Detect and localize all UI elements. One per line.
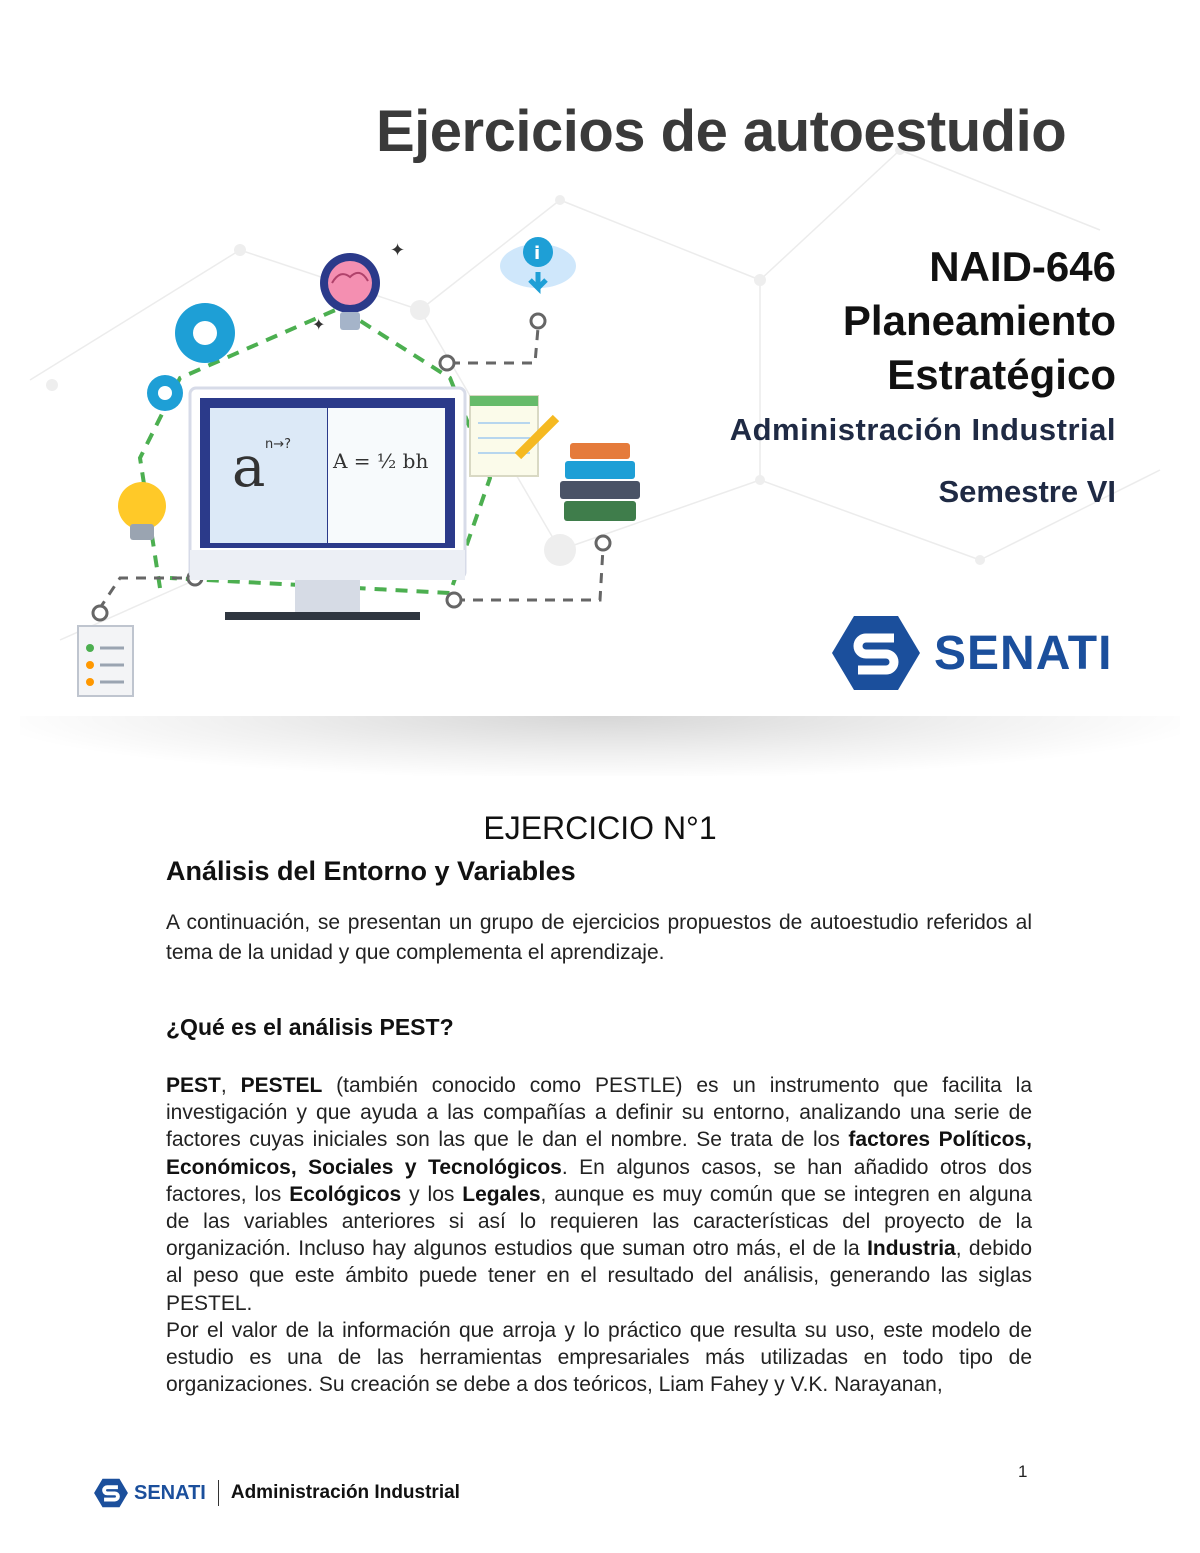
- formula-exponent-power: n→?: [265, 437, 292, 452]
- intro-paragraph: A continuación, se presentan un grupo de ejercicios propuestos de autoestudio referidos al tema de la unidad y que complementa el aprendizaje.: [166, 911, 1032, 964]
- svg-text:✦: ✦: [312, 317, 326, 334]
- formula-area: A = ½ bh: [333, 449, 429, 473]
- brand-name: SENATI: [934, 626, 1113, 680]
- document-title: Ejercicios de autoestudio: [376, 99, 1067, 164]
- course-code: NAID-646: [929, 243, 1116, 290]
- cloud-info-icon: [500, 237, 576, 288]
- footer-divider: [218, 1480, 219, 1506]
- svg-text:✦: ✦: [390, 240, 406, 260]
- page-footer: [94, 1478, 460, 1508]
- course-info: [730, 240, 1116, 510]
- semester: Semestre VI: [938, 474, 1116, 509]
- footer-program: Administración Industrial: [230, 1482, 460, 1503]
- page-number: 1: [1018, 1462, 1028, 1481]
- books-icon: [560, 443, 640, 521]
- lightbulb-icon: [118, 482, 166, 540]
- course-name-line1: Planeamiento: [842, 297, 1116, 344]
- exercise-title: EJERCICIO N°1: [483, 810, 717, 846]
- senati-emblem-icon: [832, 614, 920, 692]
- formula-exponent: a: [232, 435, 266, 500]
- hero-illustration: [60, 228, 660, 708]
- course-name-line2: Estratégico: [887, 351, 1116, 398]
- section-question: ¿Qué es el análisis PEST?: [166, 1014, 454, 1040]
- pest-paragraph-2: Por el valor de la información que arroja y lo práctico que resulta su uso, este modelo de estudio es una de las herramientas empresariales más utilizadas en todo tipo de organizaciones. Su creación se debe a dos teóricos, Liam Fahey y V.K. Narayanan,: [166, 1318, 1032, 1397]
- footer-brand: SENATI: [134, 1481, 206, 1504]
- senati-emblem-small-icon: [94, 1478, 128, 1508]
- pest-paragraph: PEST, PESTEL (también conocido como PESTLE) es un instrumento que facilita la investigación y que ayuda a las compañías a definir su entorno, analizando una serie de factores cuyas iniciales son las que le dan el nombre. Se trata de los factores Políticos, Económicos, Sociales y Tecnológicos. En algunos casos, se han añadido otros dos factores, los Ecológicos y los Legales, aunque es muy común que se integren en alguna de las variables anteriores si así lo requieren las características del proyecto de la organización. Incluso hay algunos estudios que suman otro más, el de la Industria, debido al peso que este ámbito puede tener en el resultado del análisis, generando las siglas PESTEL. Por el valor de la información que arroja y lo práctico que resulta su uso, este modelo de estudio es una de las herramientas empresariales más utilizadas en todo tipo de organizaciones. Su creación se debe a dos teóricos, Liam Fahey y V.K. Narayanan,: [166, 1074, 1032, 1397]
- monitor-icon: [190, 388, 465, 620]
- exercise-subtitle: Análisis del Entorno y Variables: [166, 856, 576, 886]
- info-glyph: i: [534, 243, 541, 264]
- checklist-icon: [78, 626, 133, 696]
- notepad-pencil-icon: [470, 396, 556, 476]
- senati-logo: [832, 614, 1112, 692]
- brain-bulb-icon: [312, 240, 405, 334]
- header-shadow-divider: [20, 716, 1180, 776]
- program-name: Administración Industrial: [729, 412, 1116, 447]
